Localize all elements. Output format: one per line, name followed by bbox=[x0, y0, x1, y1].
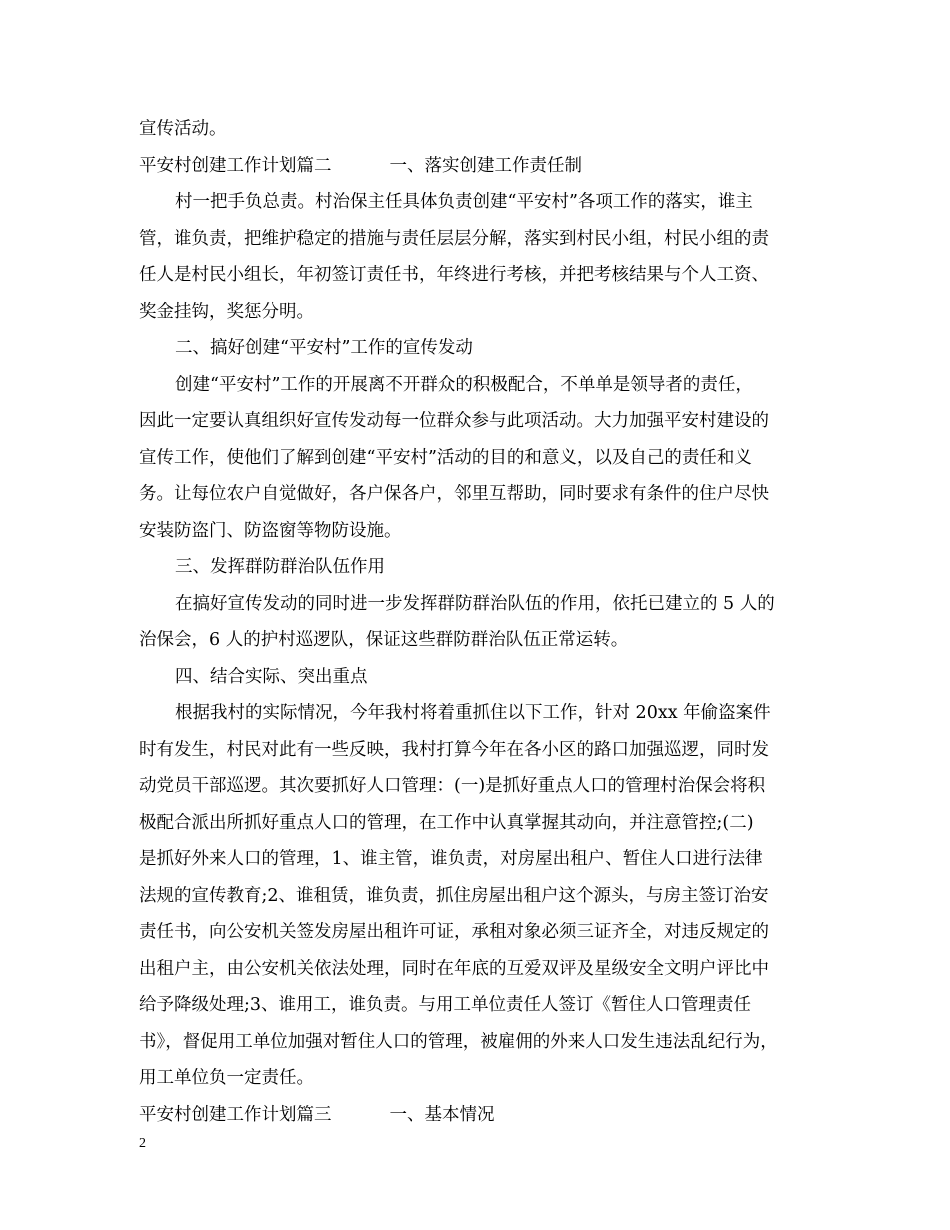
line-text: 法规的宣传教育;2、谁租赁，谁负责，抓住房屋出租户这个源头，与房主签订治安 bbox=[139, 885, 769, 906]
text-line bbox=[139, 476, 829, 513]
line-text: 给予降级处理;3、谁用工，谁负责。与用工单位责任人签订《暂住人口管理责任 bbox=[139, 995, 752, 1015]
text-line bbox=[139, 367, 829, 404]
line-text: 平安村创建工作计划篇二 bbox=[139, 155, 332, 176]
line-text: 在搞好宣传发动的同时进一步发挥群防群治队伍的作用，依托已建立的 5 人的 bbox=[175, 593, 775, 614]
text-line bbox=[139, 148, 829, 185]
line-text: 创建“平安村”工作的开展离不开群众的积极配合，不单单是领导者的责任， bbox=[175, 374, 753, 395]
text-line bbox=[139, 768, 829, 805]
text-line bbox=[139, 513, 829, 550]
line-text: 动党员干部巡逻。其次要抓好人口管理：(一)是抓好重点人口的管理村治保会将积 bbox=[139, 776, 766, 796]
line-text: 极配合派出所抓好重点人口的管理，在工作中认真掌握其动向，并注意管控;(二) bbox=[139, 812, 754, 833]
line-text: 宣传工作，使他们了解到创建“平安村”活动的目的和意义，以及自己的责任和义 bbox=[139, 447, 752, 468]
line-text: 务。让每位农户自觉做好，各户保各户，邻里互帮助，同时要求有条件的住户尽快 bbox=[139, 484, 769, 504]
line-text: 奖金挂钩，奖惩分明。 bbox=[139, 301, 314, 322]
line-text: 治保会，6 人的护村巡逻队，保证这些群防群治队伍正常运转。 bbox=[139, 630, 629, 650]
text-line bbox=[139, 184, 829, 221]
text-line bbox=[139, 987, 829, 1024]
text-line bbox=[139, 805, 829, 842]
line-text: 责任书，向公安机关签发房屋出租许可证，承租对象必须三证齐全，对违反规定的 bbox=[139, 922, 769, 942]
line-subheading: 一、基本情况 bbox=[389, 1104, 495, 1125]
line-subheading: 一、落实创建工作责任制 bbox=[389, 155, 582, 176]
document-body bbox=[139, 111, 829, 1133]
page-number: 2 bbox=[139, 1136, 146, 1151]
text-line bbox=[139, 440, 829, 477]
text-line bbox=[139, 622, 829, 659]
text-line bbox=[139, 878, 829, 915]
line-text: 时有发生，村民对此有一些反映，我村打算今年在各小区的路口加强巡逻，同时发 bbox=[139, 739, 769, 760]
text-line bbox=[139, 586, 829, 623]
line-text: 四、结合实际、突出重点 bbox=[175, 666, 368, 687]
text-line bbox=[139, 914, 829, 951]
line-text: 因此一定要认真组织好宣传发动每一位群众参与此项活动。大力加强平安村建设的 bbox=[139, 411, 769, 431]
text-line bbox=[139, 221, 829, 258]
text-line bbox=[139, 403, 829, 440]
line-text: 村一把手负总责。村治保主任具体负责创建“平安村”各项工作的落实，谁主 bbox=[175, 192, 753, 212]
line-text: 任人是村民小组长，年初签订责任书，年终进行考核，并把考核结果与个人工资、 bbox=[139, 265, 769, 285]
text-line bbox=[139, 841, 829, 878]
text-line bbox=[139, 732, 829, 769]
text-line bbox=[139, 294, 829, 331]
line-text: 书》，督促用工单位加强对暂住人口的管理，被雇佣的外来人口发生违法乱纪行为， bbox=[139, 1031, 778, 1052]
text-line bbox=[139, 549, 829, 586]
text-line bbox=[139, 1060, 829, 1097]
line-text: 管，谁负责，把维护稳定的措施与责任层层分解，落实到村民小组，村民小组的责 bbox=[139, 228, 769, 249]
text-line bbox=[139, 330, 829, 367]
text-line bbox=[139, 257, 829, 294]
line-text: 根据我村的实际情况，今年我村将着重抓住以下工作，针对 20xx 年偷盗案件 bbox=[175, 703, 771, 723]
text-line bbox=[139, 1097, 829, 1134]
text-line bbox=[139, 951, 829, 988]
line-text: 安装防盗门、防盗窗等物防设施。 bbox=[139, 520, 402, 541]
line-text: 出租户主，由公安机关依法处理，同时在年底的互爱双评及星级安全文明户评比中 bbox=[139, 958, 769, 979]
text-line bbox=[139, 111, 829, 148]
line-text: 三、发挥群防群治队伍作用 bbox=[175, 557, 385, 577]
line-text: 用工单位负一定责任。 bbox=[139, 1068, 314, 1088]
line-text: 平安村创建工作计划篇三 bbox=[139, 1104, 332, 1125]
text-line bbox=[139, 695, 829, 732]
line-text: 二、搞好创建“平安村”工作的宣传发动 bbox=[175, 338, 473, 358]
line-text: 宣传活动。 bbox=[139, 119, 227, 139]
text-line bbox=[139, 659, 829, 696]
line-text: 是抓好外来人口的管理，1、谁主管，谁负责，对房屋出租户、暂住人口进行法律 bbox=[139, 849, 763, 869]
text-line bbox=[139, 1024, 829, 1061]
